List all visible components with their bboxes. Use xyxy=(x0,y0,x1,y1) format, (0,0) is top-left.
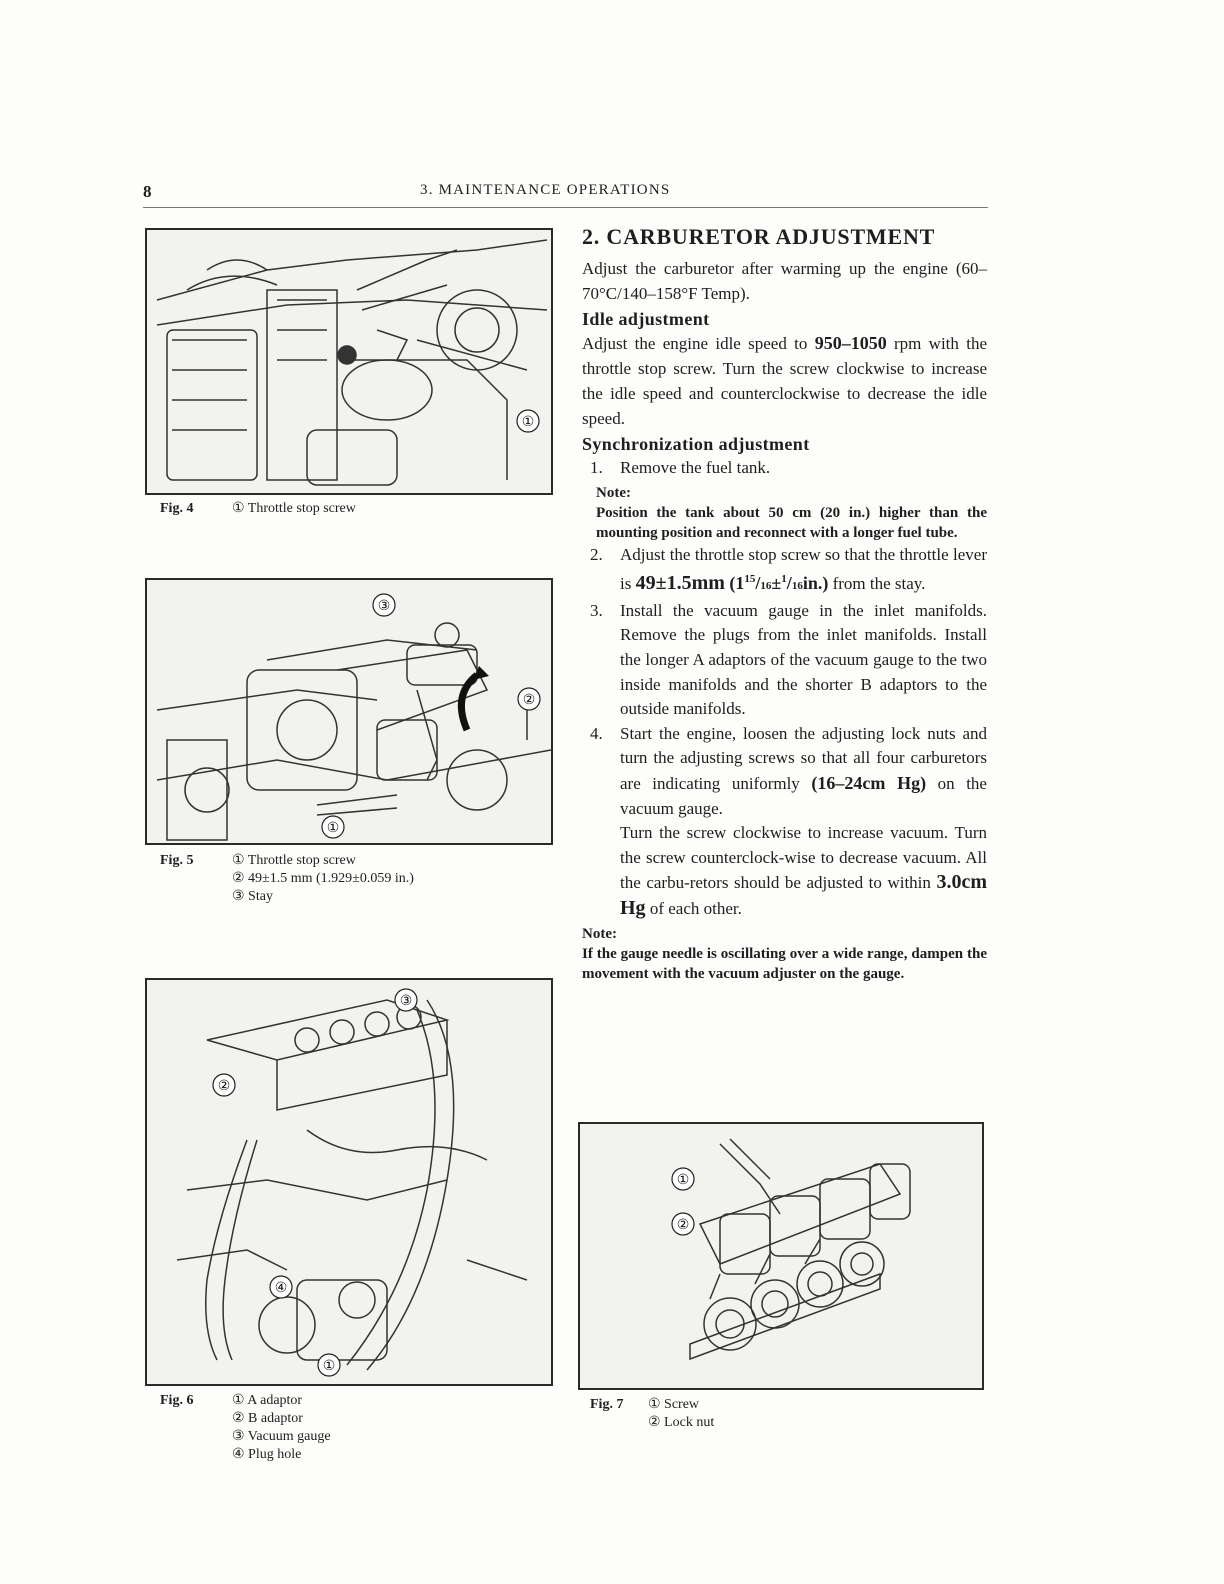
carburetor-bank-illustration xyxy=(580,1124,982,1388)
callout-2: ② xyxy=(217,1079,231,1094)
lever-gap-inch: $(1^{15}/16\pm^1/16in.)$ xyxy=(724,573,829,594)
note-text: Position the tank about 50 cm (20 in.) higher than the mounting position and reconnect with a longer fuel tube. xyxy=(596,504,987,541)
fig-5-item: ② 49±1.5 mm (1.929±0.059 in.) xyxy=(232,871,414,886)
note-label: Note: xyxy=(596,484,631,501)
callout-2: ② xyxy=(676,1218,690,1233)
fig-6-label: Fig. 6 xyxy=(160,1393,194,1408)
fig-4-label: Fig. 4 xyxy=(160,501,194,516)
fig-5-label: Fig. 5 xyxy=(160,853,194,868)
step-2 xyxy=(582,543,987,599)
section-text xyxy=(582,224,987,984)
figure-6-image xyxy=(145,978,553,1386)
idle-paragraph xyxy=(582,331,987,431)
vacuum-gauge-illustration xyxy=(147,980,551,1384)
fig-7-label: Fig. 7 xyxy=(590,1397,624,1412)
callout-1: ① xyxy=(676,1173,690,1188)
intro-paragraph: Adjust the carburetor after warming up the engine (60–70°C/140–158°F Temp). xyxy=(582,259,987,303)
figure-7-caption xyxy=(590,1396,970,1434)
step-text: Install the vacuum gauge in the inlet manifolds. Remove the plugs from the inlet manifolds. Install the longer A adaptors of the vacuum gauge to the two inside manifolds and the shorter B adaptors to the outside manifolds. xyxy=(620,600,987,719)
step-number: 4. xyxy=(590,723,603,743)
note-text: If the gauge needle is oscillating over a wide range, dampen the movement with the vacuum adjuster on the gauge. xyxy=(582,945,987,982)
callout-1: ① xyxy=(322,1359,336,1374)
header-rule xyxy=(143,207,988,208)
sync-heading: Synchronization adjustment xyxy=(582,434,810,454)
running-header: 3. MAINTENANCE OPERATIONS xyxy=(420,182,671,198)
fig-6-item: ① A adaptor xyxy=(232,1393,303,1408)
lever-gap-value: 49±1.5mm xyxy=(635,572,725,595)
step-text: of each other. xyxy=(645,898,742,918)
step-number: 2. xyxy=(590,544,603,564)
callout-1: ① xyxy=(326,821,340,836)
callout-1: ① xyxy=(521,415,535,430)
throttle-lever-illustration xyxy=(147,580,551,843)
page-number: 8 xyxy=(143,182,152,201)
step-1 xyxy=(582,456,987,481)
step-number: 3. xyxy=(590,600,603,620)
idle-rpm-value: 950–1050 xyxy=(814,333,887,353)
idle-text-b: rpm with the throttle stop screw. Turn the screw clockwise to increase the idle speed and counterclockwise to decrease the idle speed. xyxy=(582,334,987,428)
idle-heading: Idle adjustment xyxy=(582,309,710,329)
section-title: 2. CARBURETOR ADJUSTMENT xyxy=(582,224,936,249)
fig-7-item: ② Lock nut xyxy=(648,1415,715,1430)
step-4 xyxy=(582,722,987,821)
fig-6-item: ② B adaptor xyxy=(232,1411,303,1426)
step-number: 1. xyxy=(590,458,603,477)
figure-6-caption xyxy=(160,1392,560,1466)
throttle-assembly-illustration xyxy=(147,230,551,493)
fig-7-item: ① Screw xyxy=(648,1397,700,1412)
callout-2: ② xyxy=(522,693,536,708)
fig-4-item: ① Throttle stop screw xyxy=(232,501,356,516)
step-4-continued xyxy=(582,821,987,921)
step-text-end: from the stay. xyxy=(828,574,926,594)
idle-text-a: Adjust the engine idle speed to xyxy=(582,334,815,353)
step-text: Remove the fuel tank. xyxy=(620,458,771,477)
fig-6-item: ③ Vacuum gauge xyxy=(232,1429,331,1444)
step-text: on the vacuum gauge. xyxy=(620,773,987,818)
step-text: Adjust the throttle stop screw so that the throttle lever is xyxy=(620,544,987,594)
callout-4: ④ xyxy=(274,1281,288,1296)
figure-7-image xyxy=(578,1122,984,1390)
note-label: Note: xyxy=(582,925,617,942)
fig-5-item: ③ Stay xyxy=(232,889,273,904)
fig-5-item: ① Throttle stop screw xyxy=(232,853,356,868)
callout-3: ③ xyxy=(399,994,413,1009)
fig-6-item: ④ Plug hole xyxy=(232,1447,302,1462)
step-text: Turn the screw clockwise to increase vacuum. Turn the screw counterclock-wise to decrease vacuum. All the carbu-retors should be adjusted to within xyxy=(620,823,987,893)
figure-4-caption xyxy=(160,500,560,520)
callout-3: ③ xyxy=(377,599,391,614)
step-3 xyxy=(582,599,987,722)
figure-5-caption xyxy=(160,852,560,908)
vacuum-range-value: (16–24cm Hg) xyxy=(811,772,927,793)
step-text: Start the engine, loosen the adjusting lock nuts and turn the adjusting screws so that all four carburetors are indicating uniformly xyxy=(620,723,987,793)
figure-4-image xyxy=(145,228,553,495)
figure-5-image xyxy=(145,578,553,845)
vacuum-tolerance-value: 3.0cm Hg xyxy=(620,871,987,919)
